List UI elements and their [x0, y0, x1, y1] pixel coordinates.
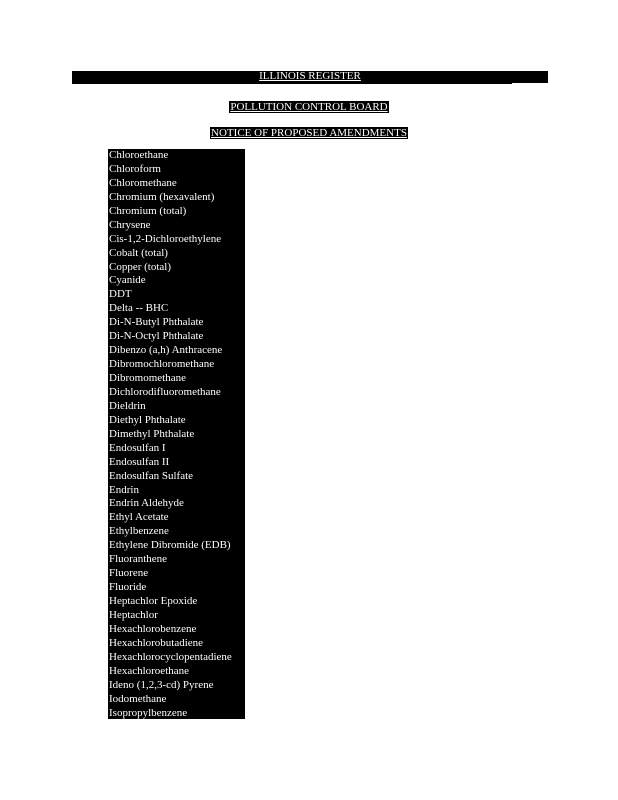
chemical-item: Isopropylbenzene: [109, 706, 188, 719]
chemical-item: Dimethyl Phthalate: [109, 427, 195, 440]
chemical-item: Delta -- BHC: [109, 302, 169, 315]
chemical-item: Heptachlor Epoxide: [109, 595, 198, 607]
notice-heading-row: [0, 123, 618, 141]
chemical-item: Diethyl Phthalate: [109, 413, 186, 426]
chemical-item: Di-N-Butyl Phthalate: [109, 316, 204, 329]
chemical-item: Ethylene Dibromide (EDB): [109, 539, 231, 552]
board-heading: POLLUTION CONTROL BOARD: [230, 101, 388, 113]
chemical-item: Dichlorodifluoromethane: [109, 385, 221, 398]
chemical-item: Hexachlorocyclopentadiene: [109, 650, 232, 663]
register-header-bar: [72, 71, 548, 83]
chemical-item: Ethylbenzene: [109, 525, 169, 538]
chemical-list-box: [108, 149, 245, 719]
chemical-item: Endosulfan I: [109, 441, 166, 454]
chemical-list: [108, 149, 245, 720]
chemical-item: Dibenzo (a,h) Anthracene: [109, 344, 223, 357]
chemical-item: Cis-1,2-Dichloroethylene: [109, 232, 222, 245]
chemical-item: Iodomethane: [109, 692, 167, 705]
chemical-item: Endosulfan II: [109, 455, 170, 468]
chemical-item: Chromium (total): [109, 204, 187, 217]
chemical-item: Hexachlorobenzene: [109, 622, 197, 635]
chemical-item: Dibromomethane: [109, 372, 186, 384]
chemical-item: Heptachlor: [109, 608, 158, 621]
chemical-item: Chloromethane: [109, 176, 177, 189]
chemical-item: Ideno (1,2,3-cd) Pyrene: [109, 678, 214, 691]
chemical-item: Cobalt (total): [109, 246, 168, 259]
chemical-item: Cyanide: [109, 274, 146, 287]
notice-heading: NOTICE OF PROPOSED AMENDMENTS: [211, 127, 407, 139]
chemical-item: Fluoride: [109, 581, 147, 594]
chemical-item: Dibromochloromethane: [109, 358, 215, 371]
chemical-item: Di-N-Octyl Phthalate: [109, 330, 204, 343]
header-rule: [72, 83, 512, 84]
chemical-item: Hexachloroethane: [109, 664, 190, 677]
chemical-item: Fluorene: [109, 567, 149, 580]
chemical-item: Endrin: [109, 483, 139, 496]
chemical-item: Hexachlorobutadiene: [109, 636, 204, 649]
board-heading-row: [0, 97, 618, 115]
chemical-item: Copper (total): [109, 260, 172, 273]
chemical-item: Fluoranthene: [109, 553, 168, 566]
chemical-item: Ethyl Acetate: [109, 511, 169, 524]
chemical-item: Chloroethane: [109, 149, 169, 161]
chemical-item: Chloroform: [109, 162, 161, 175]
chemical-item: Chromium (hexavalent): [109, 190, 215, 203]
chemical-item: Dieldrin: [109, 399, 146, 412]
register-title: ILLINOIS REGISTER: [259, 70, 361, 82]
chemical-item: DDT: [109, 288, 132, 301]
chemical-item: Chrysene: [109, 218, 151, 231]
chemical-item: Endosulfan Sulfate: [109, 469, 194, 482]
chemical-item: Endrin Aldehyde: [109, 497, 184, 510]
